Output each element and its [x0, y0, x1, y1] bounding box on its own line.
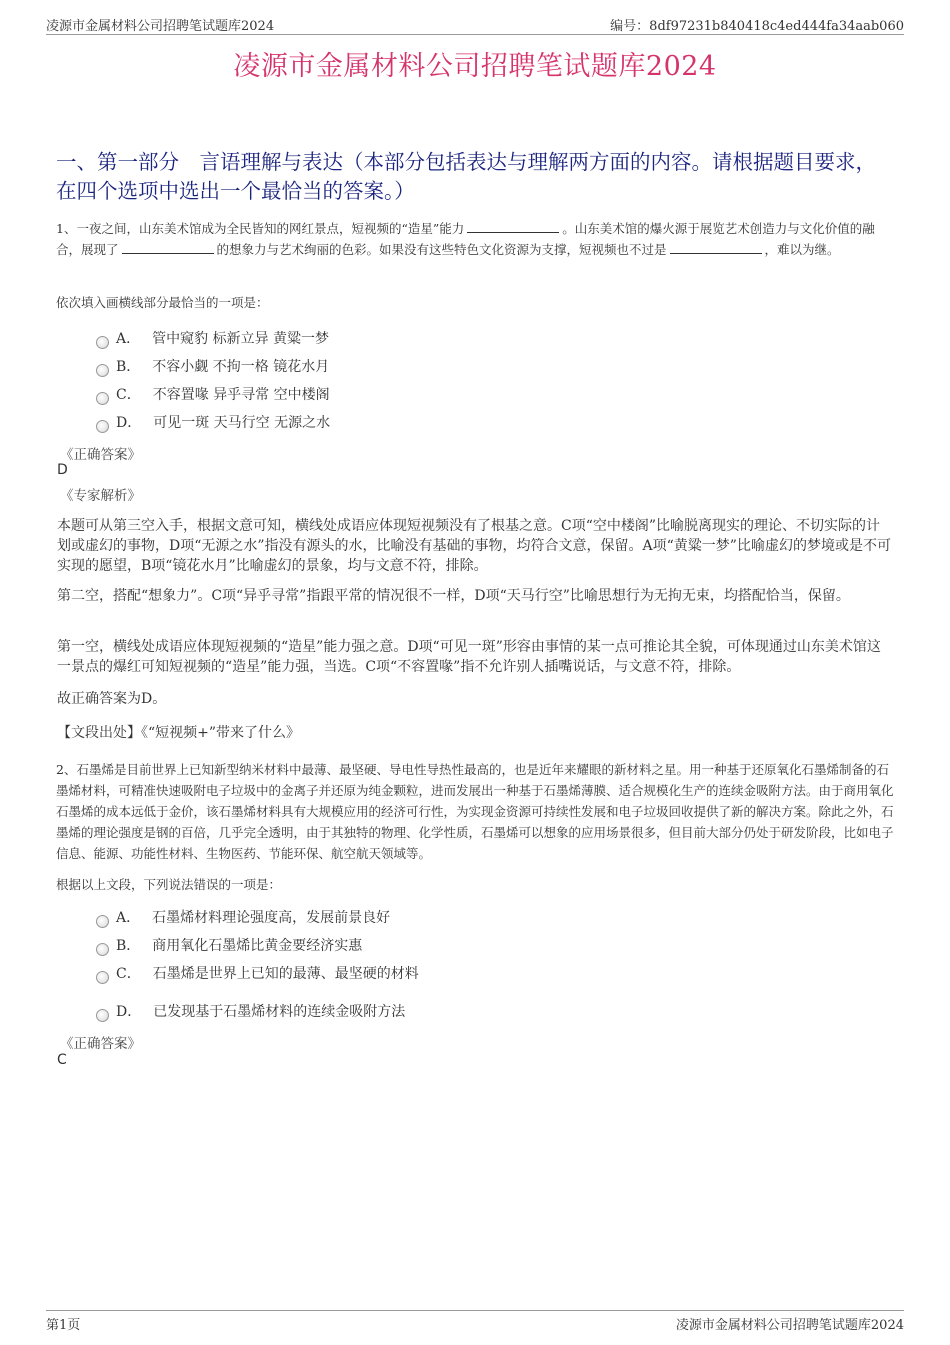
header-doc-id: 编号：8df97231b840418c4ed444fa34aab060	[610, 19, 904, 34]
q1-option-a[interactable]: A． 管中窥豹 标新立异 黄粱一梦	[96, 329, 329, 349]
q2-answer: C	[57, 1052, 67, 1068]
page-header	[46, 14, 904, 35]
q1-answer: D	[57, 462, 68, 478]
q1-option-c[interactable]: C． 不容置喙 异乎寻常 空中楼阁	[96, 385, 330, 405]
q2-option-a[interactable]: A． 石墨烯材料理论强度高，发展前景良好	[96, 908, 390, 928]
section-heading: 一、第一部分 言语理解与表达（本部分包括表达与理解两方面的内容。请根据题目要求，在四个选项中选出一个最恰当的答案。）	[56, 150, 876, 203]
q1-analysis-paragraph: 第一空，横线处成语应体现短视频的“造星”能力强之意。D项“可见一斑”形容由事情的某一点可推论其全貌，可体现通过山东美术馆这一景点的爆红可知短视频的“造星”能力强，当选。C项“不容置喙”指不允许别人插嘴说话，与文意不符，排除。	[57, 639, 881, 675]
q1-analysis-conclusion: 故正确答案为D。	[57, 691, 167, 707]
radio-button[interactable]	[96, 364, 109, 377]
question-1-prompt: 依次填入画横线部分最恰当的一项是：	[56, 295, 269, 310]
question-2-prompt: 根据以上文段，下列说法错误的一项是：	[56, 877, 282, 892]
footer-page-number: 第1页	[46, 1318, 81, 1333]
question-1-text: 1、一夜之间，山东美术馆成为全民皆知的网红景点，短视频的“造星”能力 。山东美术馆的爆火源于展览艺术创造力与文化价值的融合，展现了 的想象力与艺术绚丽的色彩。如果没有这些特色文化资源为支撑，短视频也不过是 ，难以为继。	[56, 221, 875, 257]
q2-option-b[interactable]: B． 商用氧化石墨烯比黄金要经济实惠	[96, 936, 362, 956]
radio-button[interactable]	[96, 392, 109, 405]
q2-option-d[interactable]: D． 已发现基于石墨烯材料的连续金吸附方法	[96, 1002, 405, 1022]
header-doc-title: 凌源市金属材料公司招聘笔试题库2024	[46, 19, 275, 34]
q1-option-d[interactable]: D． 可见一斑 天马行空 无源之水	[96, 413, 330, 433]
radio-button[interactable]	[96, 915, 109, 928]
q1-analysis-label: 《专家解析》	[60, 488, 141, 504]
q1-answer-label: 《正确答案》	[60, 447, 141, 463]
q1-analysis-paragraph: 第二空，搭配“想象力”。C项“异乎寻常”指跟平常的情况很不一样，D项“天马行空”比喻思想行为无拘无束，均搭配恰当，保留。	[57, 588, 850, 604]
q1-source: 【文段出处】《“短视频+”带来了什么》	[57, 725, 301, 741]
blank-line	[122, 241, 214, 254]
q1-analysis-paragraph: 本题可从第三空入手，根据文意可知，横线处成语应体现短视频没有了根基之意。C项“空中楼阁”比喻脱离现实的理论、不切实际的计划或虚幻的事物，D项“无源之水”指没有源头的水，比喻没有基础的事物，均符合文意，保留。A项“黄粱一梦”比喻虚幻的梦境或是不可实现的愿望，B项“镜花水月”比喻虚幻的景象，均与文意不符，排除。	[57, 518, 891, 574]
q2-answer-label: 《正确答案》	[60, 1036, 141, 1052]
q2-option-c[interactable]: C． 石墨烯是世界上已知的最薄、最坚硬的材料	[96, 964, 419, 984]
radio-button[interactable]	[96, 943, 109, 956]
q1-option-b[interactable]: B． 不容小觑 不拘一格 镜花水月	[96, 357, 329, 377]
radio-button[interactable]	[96, 971, 109, 984]
question-2-text: 2、石墨烯是目前世界上已知新型纳米材料中最薄、最坚硬、导电性导热性最高的，也是近年来耀眼的新材料之星。用一种基于还原氧化石墨烯制备的石墨烯材料，可精准快速吸附电子垃圾中的金离子并还原为纯金颗粒，进而发展出一种基于石墨烯薄膜、适合规模化生产的连续金吸附方法。由于商用氧化石墨烯的成本远低于金价，该石墨烯材料具有大规模应用的经济可行性，为实现金资源可持续性发展和电子垃圾回收提供了新的解决方案。除此之外，石墨烯的理论强度是钢的百倍，几乎完全透明，由于其独特的物理、化学性质，石墨烯可以想象的应用场景很多，但目前大部分仍处于研发阶段，比如电子信息、能源、功能性材料、生物医药、节能环保、航空航天领域等。	[56, 762, 894, 861]
footer-doc-title: 凌源市金属材料公司招聘笔试题库2024	[675, 1318, 904, 1333]
radio-button[interactable]	[96, 420, 109, 433]
blank-line	[670, 241, 762, 254]
page-title: 凌源市金属材料公司招聘笔试题库2024	[233, 51, 717, 82]
blank-line	[467, 220, 559, 233]
radio-button[interactable]	[96, 336, 109, 349]
radio-button[interactable]	[96, 1009, 109, 1022]
page-footer	[46, 1310, 904, 1331]
